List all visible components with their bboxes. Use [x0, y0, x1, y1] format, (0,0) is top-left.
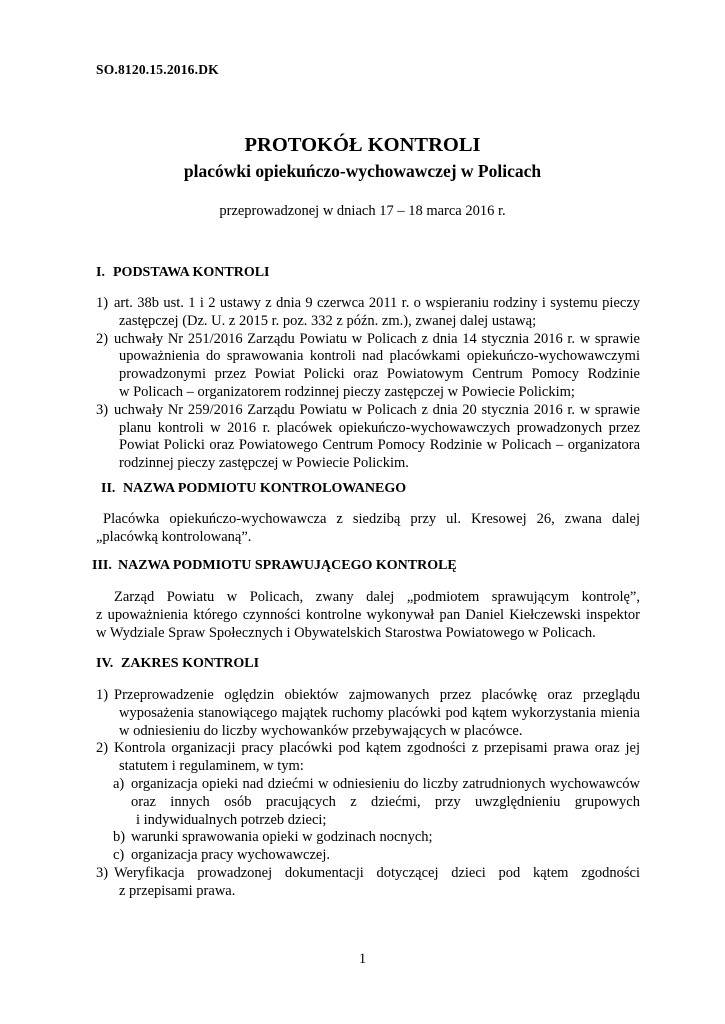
list-item-line: uchwały Nr 251/2016 Zarządu Powiatu w Policach z dnia 14 stycznia 2016 r. w sprawie: [114, 330, 640, 347]
list-item-line: Weryfikacja prowadzonej dokumentacji dotyczącej dzieci pod kątem zgodności: [114, 864, 640, 881]
list-item-line: uchwały Nr 259/2016 Zarządu Powiatu w Policach z dnia 20 stycznia 2016 r. w sprawie: [114, 401, 640, 418]
section-4-title: ZAKRES KONTROLI: [121, 656, 260, 671]
section-4-list: [96, 687, 640, 901]
sub-list-item-line: warunki sprawowania opieki w godzinach nocnych;: [131, 829, 433, 846]
list-item: [96, 331, 640, 402]
list-item-line: zastępczej (Dz. U. z 2015 r. poz. 332 z późn. zm.), zwanej dalej ustawą;: [119, 312, 537, 329]
section-1-number: I.: [96, 265, 105, 280]
sub-list-item: [96, 776, 640, 829]
inspection-dates: przeprowadzonej w dniach 17 – 18 marca 2016 r.: [219, 203, 506, 219]
sub-list-item-label: a): [113, 775, 125, 792]
sub-list-item-label: b): [113, 829, 126, 846]
list-item-label: 3): [96, 864, 109, 881]
list-item-line: w Policach – organizatorem rodzinnej pieczy zastępczej w Powiecie Polickim;: [119, 383, 575, 400]
sub-list-item-line: organizacja opieki nad dziećmi w odniesieniu do liczby zatrudnionych wychowawców: [131, 775, 640, 792]
list-item-line: Przeprowadzenie oględzin obiektów zajmowanych przez placówkę oraz przeglądu: [114, 687, 640, 703]
section-2-paragraph: [96, 511, 640, 547]
list-item-line: rodzinnej pieczy zastępczej w Powiecie Polickim.: [119, 455, 409, 472]
section-2-number: II.: [101, 481, 116, 496]
sub-list-item: [96, 829, 640, 847]
sub-list-item-label: c): [113, 847, 125, 864]
paragraph-line: „placówką kontrolowaną”.: [96, 528, 252, 545]
document-reference: SO.8120.15.2016.DK: [96, 62, 219, 77]
list-item-line: upoważnienia do sprawowania kontroli nad placówkami opiekuńczo-wychowawczymi: [119, 348, 640, 365]
section-2-title: NAZWA PODMIOTU KONTROLOWANEGO: [123, 481, 407, 496]
section-3-title: NAZWA PODMIOTU SPRAWUJĄCEGO KONTROLĘ: [118, 558, 457, 573]
section-3-number: III.: [92, 558, 112, 573]
page-number: 1: [358, 951, 367, 967]
list-item-label: 3): [96, 401, 109, 418]
list-item-line: planu kontroli w 2016 r. placówek opiekuńczo-wychowawczych prowadzonych przez: [119, 419, 640, 436]
list-item-line: prowadzonymi przez Powiat Policki oraz Powiatowym Centrum Pomocy Rodzinie: [119, 366, 640, 383]
section-3-paragraph: [96, 589, 640, 642]
sub-list-item-line: i indywidualnych potrzeb dzieci;: [136, 811, 327, 828]
paragraph-line: z upoważnienia którego czynności kontrolne wykonywał pan Daniel Kiełczewski inspektor: [96, 606, 640, 623]
document-subtitle: placówki opiekuńczo-wychowawczej w Policach: [183, 161, 542, 181]
section-1-title: PODSTAWA KONTROLI: [113, 265, 270, 280]
list-item-line: w odniesieniu do liczby wychowanków przebywających w placówce.: [119, 722, 523, 739]
list-item: [96, 865, 640, 901]
section-2-heading: [101, 481, 406, 497]
sub-list-item-line: organizacja pracy wychowawczej.: [131, 847, 330, 864]
list-item-label: 2): [96, 740, 109, 757]
list-item-line: Powiat Policki oraz Powiatowego Centrum Pomocy Rodzinie w Policach – organizatora: [119, 437, 640, 454]
section-3-heading: [92, 558, 457, 574]
section-1-heading: [96, 265, 270, 281]
list-item-label: 1): [96, 295, 109, 311]
sub-list-item-line: oraz innych osób pracujących z dziećmi, przy uwzględnieniu grupowych: [131, 793, 640, 810]
section-4-heading: [96, 656, 259, 672]
list-item: [96, 687, 640, 740]
list-item-line: z przepisami prawa.: [119, 882, 236, 899]
list-item-label: 2): [96, 330, 109, 347]
list-item-label: 1): [96, 687, 109, 703]
paragraph-line: w Wydziale Spraw Społecznych i Obywatelskich Starostwa Powiatowego w Policach.: [96, 624, 596, 641]
paragraph-line: Zarząd Powiatu w Policach, zwany dalej „podmiotem sprawującym kontrolę”,: [114, 589, 640, 605]
list-item-line: wyposażenia stanowiącego majątek ruchomy placówki pod kątem wykorzystania mienia: [119, 704, 640, 721]
section-4-number: IV.: [96, 656, 114, 671]
list-item-line: art. 38b ust. 1 i 2 ustawy z dnia 9 czerwca 2011 r. o wspieraniu rodziny i systemu pieczy: [114, 295, 640, 311]
list-item-line: statutem i regulaminem, w tym:: [119, 758, 304, 775]
list-item: [96, 295, 640, 331]
document-title: PROTOKÓŁ KONTROLI: [244, 134, 481, 156]
list-item-line: Kontrola organizacji pracy placówki pod kątem zgodności z przepisami prawa oraz jej: [114, 740, 640, 757]
list-item: [96, 402, 640, 473]
section-1-list: [96, 295, 640, 473]
list-item: [96, 740, 640, 776]
paragraph-line: Placówka opiekuńczo-wychowawcza z siedzibą przy ul. Kresowej 26, zwana dalej: [103, 511, 640, 527]
sub-list-item: [96, 847, 640, 865]
